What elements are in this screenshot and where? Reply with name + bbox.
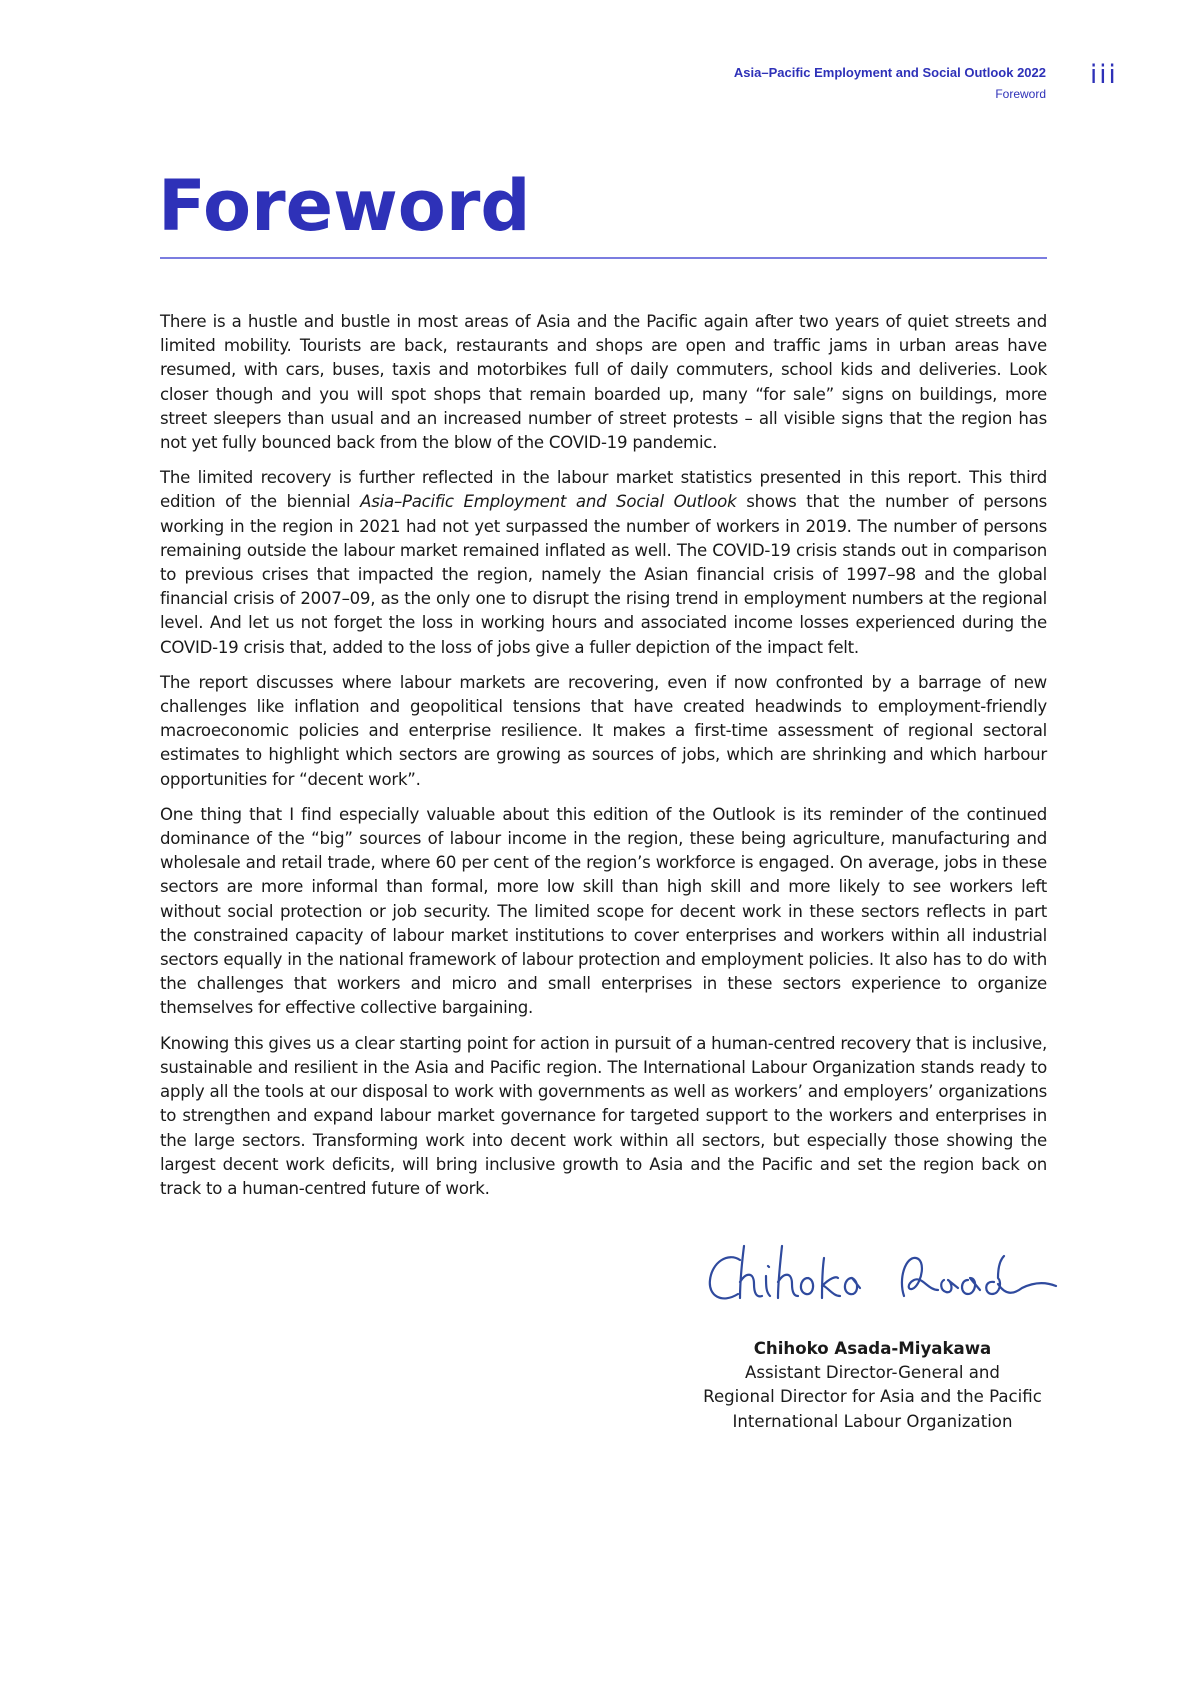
title-divider: [160, 257, 1047, 259]
report-title-italic: Asia–Pacific Employment and Social Outlook: [360, 492, 737, 512]
handwritten-signature: [700, 1238, 1060, 1318]
paragraph-3: The report discusses where labour markets are recovering, even if now confronted by a barrage of new challenges like inflation and geopolitical tensions that have created headwinds to employment-friendly macroeconomic policies and enterprise resilience. It makes a first-time assessment of regional sectoral estimates to highlight which sectors are growing as sources of jobs, which are shrinking and which harbour opportunities for “decent work”.: [160, 672, 1047, 789]
paragraph-1: There is a hustle and bustle in most areas of Asia and the Pacific again after two years of quiet streets and limited mobility. Tourists are back, restaurants and shops are open and traffic jams in urban areas have resumed, with cars, buses, taxis and motorbikes full of daily commuters, school kids and deliveries. Look closer though and you will spot shops that remain boarded up, many “for sale” signs on buildings, more street sleepers than usual and an increased number of street protests – all visible signs that the region has not yet fully bounced back from the blow of the COVID-19 pandemic.: [160, 312, 1047, 453]
page-number: iii: [1090, 60, 1118, 90]
signatory-organization: International Labour Organization: [732, 1411, 1013, 1431]
signature-strokes: [710, 1246, 1056, 1298]
foreword-body: [160, 310, 1047, 1212]
paragraph-5: Knowing this gives us a clear starting point for action in pursuit of a human-centred recovery that is inclusive, sustainable and resilient in the Asia and Pacific region. The International Labour Organization stands ready to apply all the tools at our disposal to work with governments as well as workers’ and employers’ organizations to strengthen and expand labour market governance for targeted support to the workers and enterprises in the large sectors. Transforming work into decent work within all sectors, but especially those showing the largest decent work deficits, will bring inclusive growth to Asia and the Pacific and set the region back on track to a human-centred future of work.: [160, 1033, 1047, 1198]
running-header: [734, 64, 1046, 103]
paragraph-4: One thing that I find especially valuable about this edition of the Outlook is its reminder of the continued dominance of the “big” sources of labour income in the region, these being agriculture, manufacturing and wholesale and retail trade, where 60 per cent of the region’s workforce is engaged. On average, jobs in these sectors are more informal than formal, more low skill than high skill and more likely to see workers left without social protection or job security. The limited scope for decent work in these sectors reflects in part the constrained capacity of labour market institutions to cover enterprises and workers within all industrial sectors equally in the national framework of labour protection and employment policies. It also has to do with the challenges that workers and micro and small enterprises in these sectors experience to organize themselves for effective collective bargaining.: [160, 804, 1047, 1018]
paragraph-2-start: The limited recovery is further reflected in the labour market statistics presented in this report. This third edition of the biennial: [160, 468, 1047, 512]
paragraph-2: [160, 466, 1047, 660]
signatory-block: [700, 1337, 1045, 1434]
signatory-title-1: Assistant Director-General and: [745, 1363, 1000, 1383]
page-title: Foreword: [158, 165, 531, 247]
section-label: Foreword: [995, 87, 1046, 101]
signatory-title-2: Regional Director for Asia and the Pacific: [703, 1387, 1042, 1407]
publication-title: Asia–Pacific Employment and Social Outlook 2022: [733, 65, 1046, 80]
paragraph-2-end: shows that the number of persons working in the region in 2021 had not yet surpassed the number of workers in 2019. The number of persons remaining outside the labour market remained inflated as well. The COVID-19 crisis stands out in comparison to previous crises that impacted the region, namely the Asian financial crisis of 1997–98 and the global financial crisis of 2007–09, as the only one to disrupt the rising trend in employment numbers at the regional level. And let us not forget the loss in working hours and associated income losses experienced during the COVID-19 crisis that, added to the loss of jobs give a fuller depiction of the impact felt.: [160, 492, 1047, 657]
signatory-name: Chihoko Asada-Miyakawa: [753, 1339, 992, 1358]
